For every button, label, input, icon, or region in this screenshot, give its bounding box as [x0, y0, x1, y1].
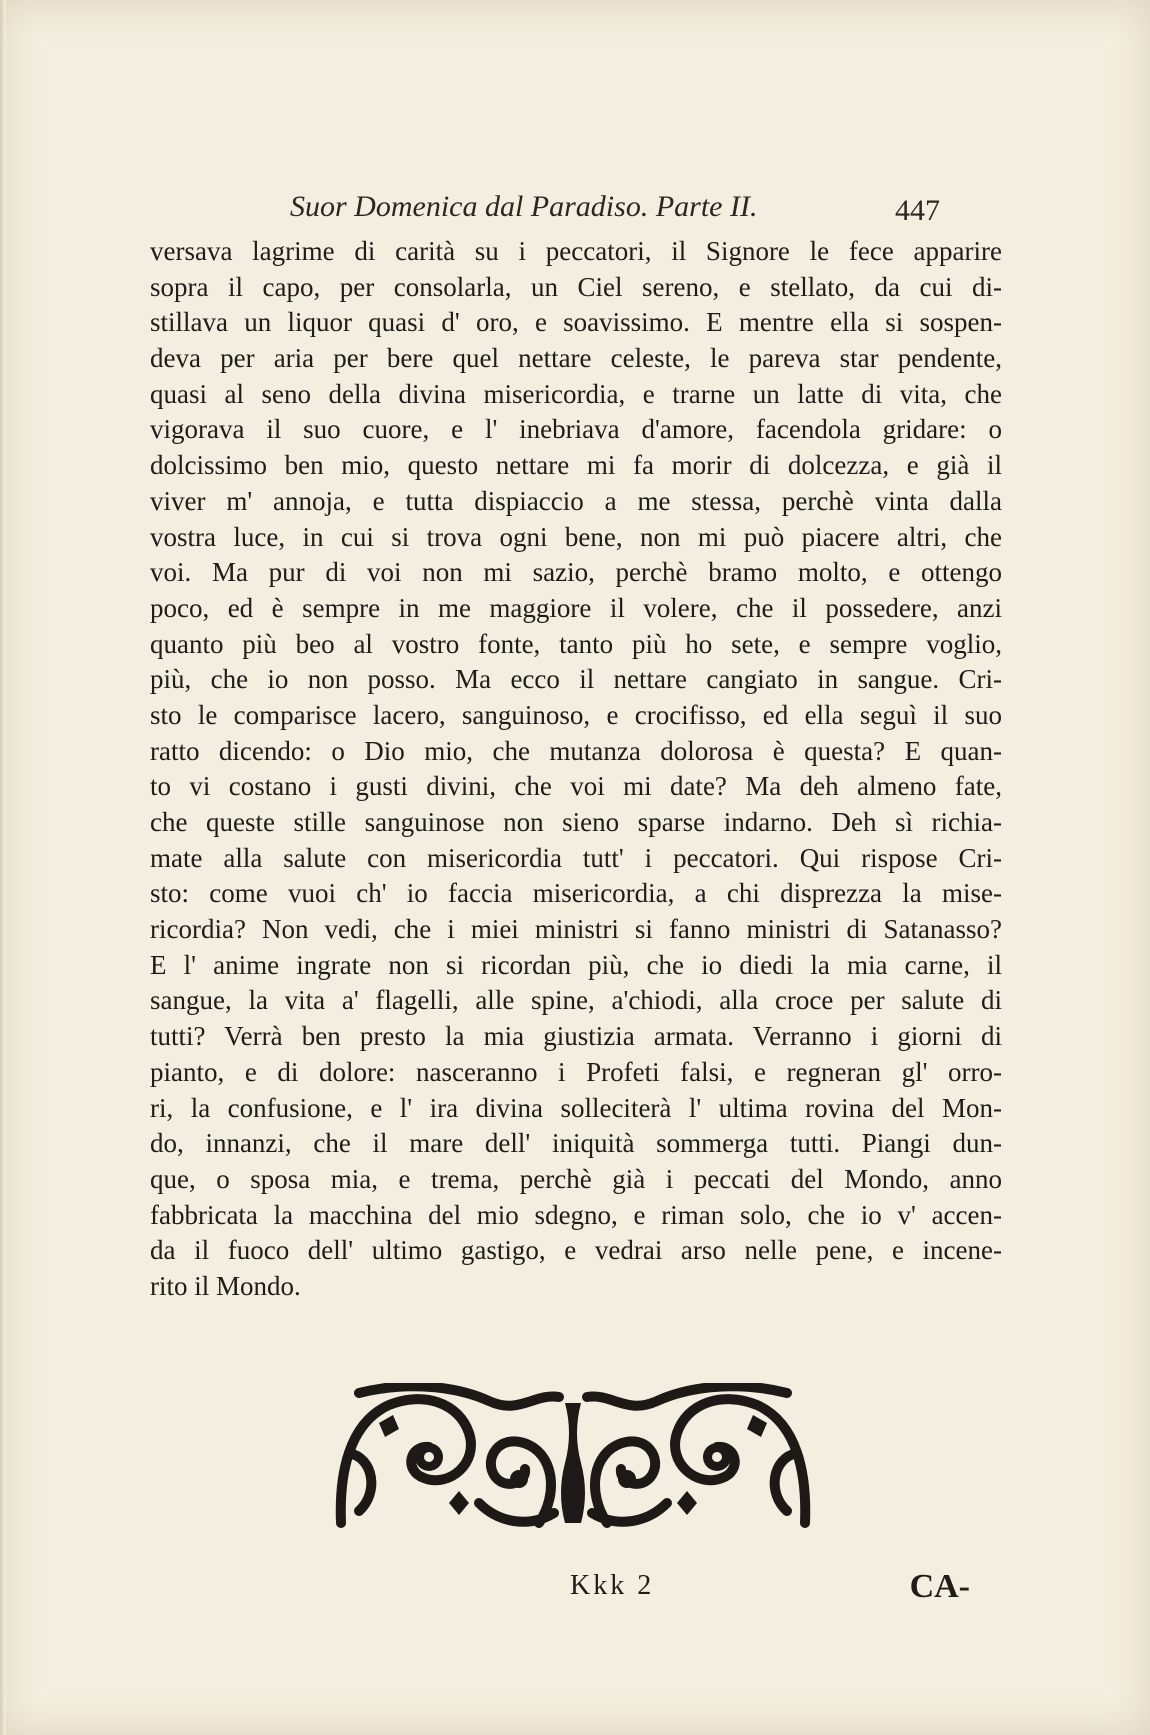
- text-line: sangue, la vita a' flagelli, alle spine, a'chiodi, alla croce per salute di: [150, 985, 1002, 1016]
- text-line: mate alla salute con misericordia tutt' i peccatori. Qui rispose Cri-: [150, 842, 1002, 873]
- text-line: che queste stille sanguinose non sieno sparse indarno. Deh sì richia-: [150, 807, 1002, 837]
- text-line: E l' anime ingrate non si ricordan più, che io diedi la mia carne, il: [150, 949, 1002, 980]
- text-line: dolcissimo ben mio, questo nettare mi fa morir di dolcezza, e già il: [150, 450, 1002, 481]
- signature-mark: Kkk 2: [570, 1570, 655, 1601]
- text-line: vostra luce, in cui si trova ogni bene, non mi può piacere altri, che: [150, 521, 1002, 552]
- text-line: viver m' annoja, e tutta dispiaccio a me stessa, perchè vinta dalla: [150, 485, 1002, 516]
- text-line: sopra il capo, per consolarla, un Ciel sereno, e stellato, da cui di-: [150, 271, 1002, 302]
- page-number: 447: [895, 194, 940, 227]
- page-footer: [150, 1562, 970, 1612]
- text-line: voi. Ma pur di voi non mi sazio, perchè bramo molto, e ottengo: [150, 557, 1002, 588]
- text-line: quanto più beo al vostro fonte, tanto più ho sete, e sempre voglio,: [150, 628, 1002, 659]
- text-line: fabbricata la macchina del mio sdegno, e riman solo, che io v' accen-: [150, 1199, 1002, 1230]
- text-line: vigorava il suo cuore, e l' inebriava d'amore, facendola gridare: o: [150, 414, 1002, 445]
- running-title: Suor Domenica dal Paradiso. Parte II.: [290, 190, 758, 223]
- page-edge: [0, 0, 6, 1735]
- text-line: rito il Mondo.: [150, 1270, 301, 1301]
- body-text: [150, 234, 1002, 1305]
- text-line: deva per aria per bere quel nettare celeste, le pareva star pendente,: [150, 343, 1002, 374]
- text-line: da il fuoco dell' ultimo gastigo, e vedrai arso nelle pene, e incene-: [150, 1235, 1002, 1266]
- text-line: ricordia? Non vedi, che i miei ministri si fanno ministri di Satanasso?: [150, 914, 1002, 945]
- text-line: più, che io non posso. Ma ecco il nettare cangiato in sangue. Cri-: [150, 664, 1002, 695]
- woodcut-ornament: [329, 1383, 817, 1533]
- text-line: pianto, e di dolore: nasceranno i Profeti falsi, e regneran gl' orro-: [150, 1056, 1002, 1087]
- running-head: [150, 190, 950, 234]
- text-line: que, o sposa mia, e trema, perchè già i peccati del Mondo, anno: [150, 1163, 1002, 1194]
- catchword: CA-: [909, 1568, 970, 1605]
- text-line: versava lagrime di carità su i peccatori, il Signore le fece apparire: [150, 236, 1002, 266]
- text-line: sto le comparisce lacero, sanguinoso, e crocifisso, ed ella seguì il suo: [150, 699, 1002, 730]
- text-line: stillava un liquor quasi d' oro, e soavissimo. E mentre ella si sospen-: [150, 307, 1002, 338]
- text-line: ratto dicendo: o Dio mio, che mutanza dolorosa è questa? E quan-: [150, 735, 1002, 766]
- text-line: poco, ed è sempre in me maggiore il volere, che il possedere, anzi: [150, 592, 1002, 623]
- text-line: ri, la confusione, e l' ira divina solleciterà l' ultima rovina del Mon-: [150, 1092, 1002, 1123]
- text-line: do, innanzi, che il mare dell' iniquità sommerga tutti. Piangi dun-: [150, 1128, 1002, 1159]
- text-line: tutti? Verrà ben presto la mia giustizia armata. Verranno i giorni di: [150, 1021, 1002, 1052]
- text-line: to vi costano i gusti divini, che voi mi date? Ma deh almeno fate,: [150, 771, 1002, 802]
- text-line: quasi al seno della divina misericordia, e trarne un latte di vita, che: [150, 378, 1002, 409]
- text-line: sto: come vuoi ch' io faccia misericordia, a chi disprezza la mise-: [150, 878, 1002, 909]
